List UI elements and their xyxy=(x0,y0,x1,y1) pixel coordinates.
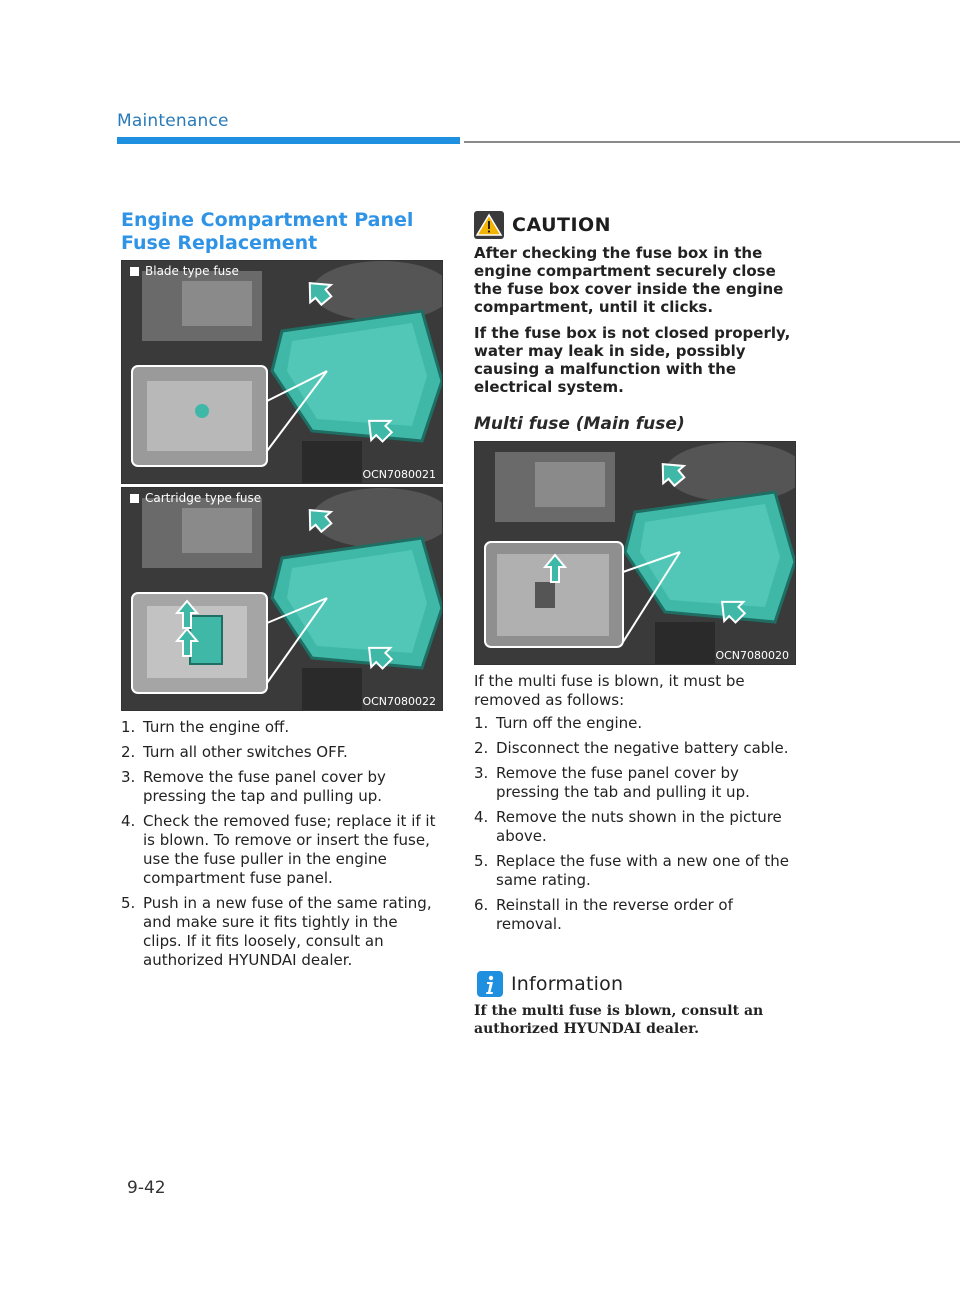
step-text: Replace the fuse with a new one of the same rating. xyxy=(496,852,789,889)
engine-bay-illustration xyxy=(122,488,442,710)
caution-body xyxy=(474,244,799,404)
cartridge-fuse-photo xyxy=(121,487,443,711)
photo-code: OCN7080022 xyxy=(362,695,436,708)
step-number: 3. xyxy=(121,768,136,786)
list-item xyxy=(474,808,794,846)
information-body: If the multi fuse is blown, consult an authorized HYUNDAI dealer. xyxy=(474,1003,764,1037)
step-text: Remove the nuts shown in the picture above. xyxy=(496,808,782,845)
multi-fuse-intro: If the multi fuse is blown, it must be removed as follows: xyxy=(474,672,745,709)
step-number: 6. xyxy=(474,896,489,914)
blade-fuse-photo xyxy=(121,260,443,484)
header-divider xyxy=(464,141,960,143)
info-icon xyxy=(477,971,503,997)
step-number: 4. xyxy=(121,812,136,830)
bullet-icon xyxy=(130,267,139,276)
photo-caption xyxy=(130,491,261,505)
step-text: Disconnect the negative battery cable. xyxy=(496,739,789,757)
warning-icon xyxy=(474,211,504,239)
information-title: Information xyxy=(511,973,624,995)
step-number: 1. xyxy=(474,714,489,732)
step-text: Remove the fuse panel cover by pressing the tap and pulling up. xyxy=(143,768,386,805)
photo-caption-text: Blade type fuse xyxy=(145,264,239,278)
multi-fuse-photo xyxy=(474,441,796,665)
caution-title: CAUTION xyxy=(512,214,612,236)
step-number: 1. xyxy=(121,718,136,736)
photo-caption xyxy=(130,264,239,278)
engine-bay-illustration xyxy=(475,442,795,664)
header-accent-rule xyxy=(117,137,460,144)
list-item xyxy=(474,852,794,890)
information-header xyxy=(477,971,623,997)
step-text: Push in a new fuse of the same rating, and make sure it fits tightly in the clips. If it fits loosely, consult an authorized HYUNDAI dealer. xyxy=(143,894,432,969)
left-step-list xyxy=(121,718,441,976)
caution-paragraph: If the fuse box is not closed properly, water may leak in side, possibly causing a malfunction with the electrical system. xyxy=(474,324,791,396)
photo-code: OCN7080020 xyxy=(715,649,789,662)
step-text: Turn all other switches OFF. xyxy=(143,743,348,761)
step-number: 3. xyxy=(474,764,489,782)
step-number: 5. xyxy=(121,894,136,912)
list-item xyxy=(121,812,441,888)
list-item xyxy=(474,896,794,934)
step-text: Check the removed fuse; replace it if it is blown. To remove or insert the fuse, use the fuse puller in the engine compartment fuse panel. xyxy=(143,812,436,887)
bullet-icon xyxy=(130,494,139,503)
multi-fuse-subheading: Multi fuse (Main fuse) xyxy=(474,414,685,434)
list-item xyxy=(121,743,441,762)
page-number: 9-42 xyxy=(127,1178,166,1198)
step-number: 5. xyxy=(474,852,489,870)
list-item xyxy=(121,894,441,970)
photo-caption-text: Cartridge type fuse xyxy=(145,491,262,505)
engine-bay-illustration xyxy=(122,261,442,483)
step-number: 2. xyxy=(121,743,136,761)
list-item xyxy=(121,768,441,806)
list-item xyxy=(474,739,794,758)
section-heading: Engine Compartment Panel Fuse Replacement xyxy=(121,209,414,254)
right-step-list xyxy=(474,714,794,940)
section-title: Maintenance xyxy=(117,111,229,131)
step-text: Turn the engine off. xyxy=(143,718,290,736)
list-item xyxy=(474,714,794,733)
caution-paragraph: After checking the fuse box in the engine compartment securely close the fuse box cover inside the engine compartment, until it clicks. xyxy=(474,244,784,316)
photo-code: OCN7080021 xyxy=(362,468,436,481)
step-text: Reinstall in the reverse order of removal. xyxy=(496,896,733,933)
step-text: Remove the fuse panel cover by pressing the tab and pulling it up. xyxy=(496,764,750,801)
list-item xyxy=(121,718,441,737)
caution-header xyxy=(474,211,611,239)
step-text: Turn off the engine. xyxy=(496,714,643,732)
list-item xyxy=(474,764,794,802)
step-number: 2. xyxy=(474,739,489,757)
step-number: 4. xyxy=(474,808,489,826)
